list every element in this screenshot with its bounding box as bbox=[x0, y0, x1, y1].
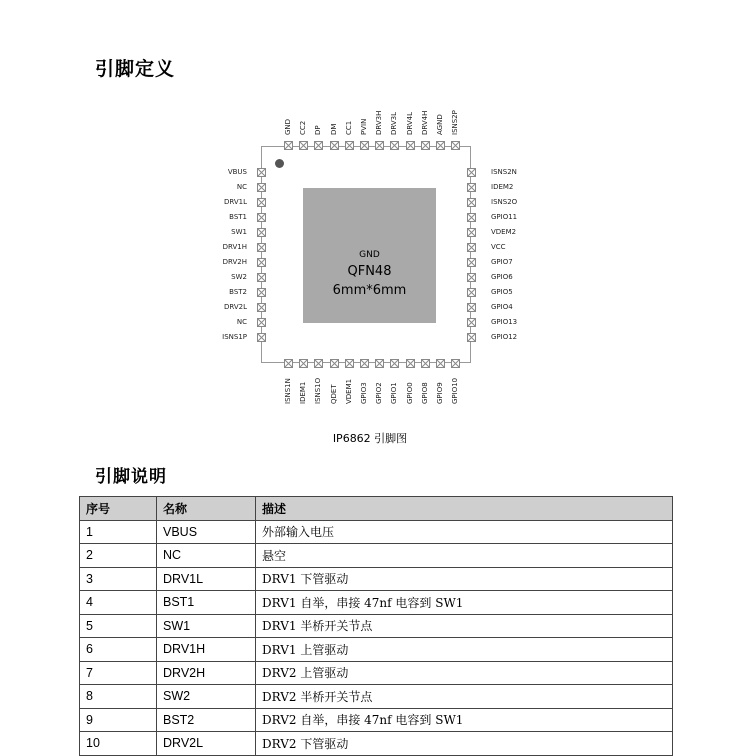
pin-label-left: BST1 bbox=[229, 213, 247, 221]
cell-name: DRV2H bbox=[157, 661, 256, 685]
pin-label-left: DRV1L bbox=[223, 198, 247, 206]
pin-label-bottom: GPIO10 bbox=[451, 377, 460, 404]
section-heading-pin-description: 引脚说明 bbox=[95, 467, 167, 487]
cell-name: BST1 bbox=[157, 591, 256, 615]
cell-name: DRV1L bbox=[157, 567, 256, 591]
pin-left bbox=[257, 243, 266, 252]
pin-label-right: GPIO6 bbox=[491, 273, 513, 281]
cell-number: 10 bbox=[80, 732, 157, 756]
cell-number: 9 bbox=[80, 708, 157, 732]
cell-name: DRV2L bbox=[157, 732, 256, 756]
cell-name: DRV1H bbox=[157, 638, 256, 662]
pin-top bbox=[330, 141, 339, 150]
pin-label-top: DRV3H bbox=[375, 110, 384, 135]
pin-label-top: CC2 bbox=[299, 120, 308, 135]
pin-right bbox=[467, 168, 476, 177]
pin-label-top: DM bbox=[329, 123, 338, 135]
pin-bottom bbox=[345, 359, 354, 368]
pin-bottom bbox=[375, 359, 384, 368]
pin-bottom bbox=[330, 359, 339, 368]
cell-number: 3 bbox=[80, 567, 157, 591]
pin-label-left: SW1 bbox=[231, 228, 247, 236]
pin-label-right: GPIO11 bbox=[491, 213, 518, 221]
package-dimensions: 6mm*6mm bbox=[332, 283, 407, 298]
pin-right bbox=[467, 243, 476, 252]
pin-right bbox=[467, 318, 476, 327]
pin-label-top: PVIN bbox=[360, 118, 368, 135]
pin-right bbox=[467, 228, 476, 237]
cell-number: 4 bbox=[80, 591, 157, 615]
table-header-row bbox=[80, 497, 673, 521]
pin-label-left: BST2 bbox=[229, 288, 247, 296]
cell-number: 7 bbox=[80, 661, 157, 685]
pin-top bbox=[390, 141, 399, 150]
pin-left bbox=[257, 273, 266, 282]
pin-left bbox=[257, 288, 266, 297]
section-heading-pin-definition: 引脚定义 bbox=[95, 58, 176, 80]
pin-label-left: ISNS1P bbox=[222, 333, 247, 341]
pin-left bbox=[257, 228, 266, 237]
pin-top bbox=[360, 141, 369, 150]
pin-label-bottom: GPIO0 bbox=[405, 382, 414, 404]
cell-name: SW2 bbox=[157, 685, 256, 709]
pin-label-bottom: GPIO2 bbox=[375, 382, 384, 404]
pin-label-left: NC bbox=[236, 318, 247, 326]
pin-bottom bbox=[406, 359, 415, 368]
exposed-pad bbox=[303, 188, 436, 323]
pin-left bbox=[257, 183, 266, 192]
cell-number: 1 bbox=[80, 520, 157, 544]
pin-label-bottom: ISNS1O bbox=[314, 377, 323, 404]
table-row bbox=[80, 732, 673, 756]
cell-number: 6 bbox=[80, 638, 157, 662]
pin-bottom bbox=[284, 359, 293, 368]
table-row bbox=[80, 638, 673, 662]
cell-description: DRV1 半桥开关节点 bbox=[256, 614, 673, 638]
cell-description: DRV1 自举，串接 47nf 电容到 SW1 bbox=[256, 591, 673, 615]
pin-label-left: DRV1H bbox=[222, 243, 247, 251]
header-description: 描述 bbox=[256, 497, 673, 521]
table-row bbox=[80, 685, 673, 709]
pin-label-top: DRV4H bbox=[420, 110, 429, 135]
table-row bbox=[80, 614, 673, 638]
cell-description: DRV2 下管驱动 bbox=[256, 732, 673, 756]
pin-right bbox=[467, 303, 476, 312]
pin-label-right: IDEM2 bbox=[491, 183, 514, 191]
pin-top bbox=[284, 141, 293, 150]
pin-right bbox=[467, 213, 476, 222]
cell-name: NC bbox=[157, 544, 256, 568]
pin-label-bottom: VDEM1 bbox=[344, 378, 353, 404]
pin-left bbox=[257, 333, 266, 342]
pin-bottom bbox=[314, 359, 323, 368]
table-row bbox=[80, 544, 673, 568]
pin-label-bottom: GPIO3 bbox=[360, 382, 368, 404]
package-name: QFN48 bbox=[347, 264, 392, 279]
pin-label-left: VBUS bbox=[227, 168, 247, 176]
cell-description: DRV2 自举，串接 47nf 电容到 SW1 bbox=[256, 708, 673, 732]
pin-bottom bbox=[421, 359, 430, 368]
pin-label-bottom: GPIO1 bbox=[390, 382, 399, 404]
table-row bbox=[80, 567, 673, 591]
pin-label-top: DRV4L bbox=[405, 111, 414, 135]
pin-top bbox=[299, 141, 308, 150]
pin-label-bottom: QDET bbox=[329, 384, 338, 404]
pin-label-left: SW2 bbox=[231, 273, 247, 281]
pin-label-top: GND bbox=[284, 118, 292, 135]
pin-bottom bbox=[390, 359, 399, 368]
pin-label-top: ISNS2P bbox=[451, 110, 460, 135]
cell-description: 外部输入电压 bbox=[256, 520, 673, 544]
cell-name: BST2 bbox=[157, 708, 256, 732]
table-row bbox=[80, 520, 673, 544]
pin-label-left: NC bbox=[236, 183, 247, 191]
cell-number: 8 bbox=[80, 685, 157, 709]
cell-description: 悬空 bbox=[256, 544, 673, 568]
pin-label-left: DRV2L bbox=[223, 303, 247, 311]
pin-left bbox=[257, 303, 266, 312]
pin-bottom bbox=[436, 359, 445, 368]
pin-label-top: CC1 bbox=[344, 120, 353, 135]
table-row bbox=[80, 661, 673, 685]
pin-label-right: VCC bbox=[491, 243, 506, 251]
diagram-caption: IP6862 引脚图 bbox=[332, 432, 408, 445]
pin-label-right: ISNS2N bbox=[491, 168, 517, 176]
pin-bottom bbox=[451, 359, 460, 368]
pin-label-top: DP bbox=[314, 125, 323, 135]
pin-right bbox=[467, 198, 476, 207]
pin-left bbox=[257, 318, 266, 327]
pin-top bbox=[406, 141, 415, 150]
cell-name: VBUS bbox=[157, 520, 256, 544]
pin-bottom bbox=[299, 359, 308, 368]
table-row bbox=[80, 708, 673, 732]
pin-label-top: DRV3L bbox=[390, 111, 399, 135]
pin-label-right: GPIO4 bbox=[491, 303, 513, 311]
pin-left bbox=[257, 198, 266, 207]
cell-number: 2 bbox=[80, 544, 157, 568]
pin-label-bottom: GPIO8 bbox=[420, 382, 429, 404]
pin-right bbox=[467, 183, 476, 192]
cell-name: SW1 bbox=[157, 614, 256, 638]
header-number: 序号 bbox=[80, 497, 157, 521]
pin-label-right: VDEM2 bbox=[491, 228, 517, 236]
header-name: 名称 bbox=[157, 497, 256, 521]
pin-label-bottom: IDEM1 bbox=[299, 381, 308, 404]
pin-label-right: GPIO13 bbox=[491, 318, 518, 326]
pin-top bbox=[375, 141, 384, 150]
pin-label-right: GPIO12 bbox=[491, 333, 518, 341]
pin1-marker bbox=[275, 159, 284, 168]
pin-label-top: AGND bbox=[436, 114, 444, 135]
cell-description: DRV1 上管驱动 bbox=[256, 638, 673, 662]
pin-top bbox=[436, 141, 445, 150]
pin-label-right: GPIO5 bbox=[491, 288, 513, 296]
pin-left bbox=[257, 168, 266, 177]
table-row bbox=[80, 591, 673, 615]
pin-right bbox=[467, 288, 476, 297]
pin-label-right: ISNS2O bbox=[491, 198, 518, 206]
pin-label-left: DRV2H bbox=[222, 258, 247, 266]
pin-left bbox=[257, 258, 266, 267]
pin-right bbox=[467, 273, 476, 282]
cell-description: DRV2 半桥开关节点 bbox=[256, 685, 673, 709]
pin-left bbox=[257, 213, 266, 222]
pin-top bbox=[314, 141, 323, 150]
pin-top bbox=[451, 141, 460, 150]
cell-description: DRV2 上管驱动 bbox=[256, 661, 673, 685]
pin-right bbox=[467, 333, 476, 342]
pin-label-right: GPIO7 bbox=[491, 258, 513, 266]
pin-top bbox=[421, 141, 430, 150]
pad-label: GND bbox=[359, 250, 380, 260]
cell-number: 5 bbox=[80, 614, 157, 638]
cell-description: DRV1 下管驱动 bbox=[256, 567, 673, 591]
pin-right bbox=[467, 258, 476, 267]
pin-label-bottom: ISNS1N bbox=[284, 378, 292, 404]
pin-label-bottom: GPIO9 bbox=[436, 382, 444, 404]
pin-table bbox=[79, 496, 673, 756]
pin-bottom bbox=[360, 359, 369, 368]
pin-top bbox=[345, 141, 354, 150]
